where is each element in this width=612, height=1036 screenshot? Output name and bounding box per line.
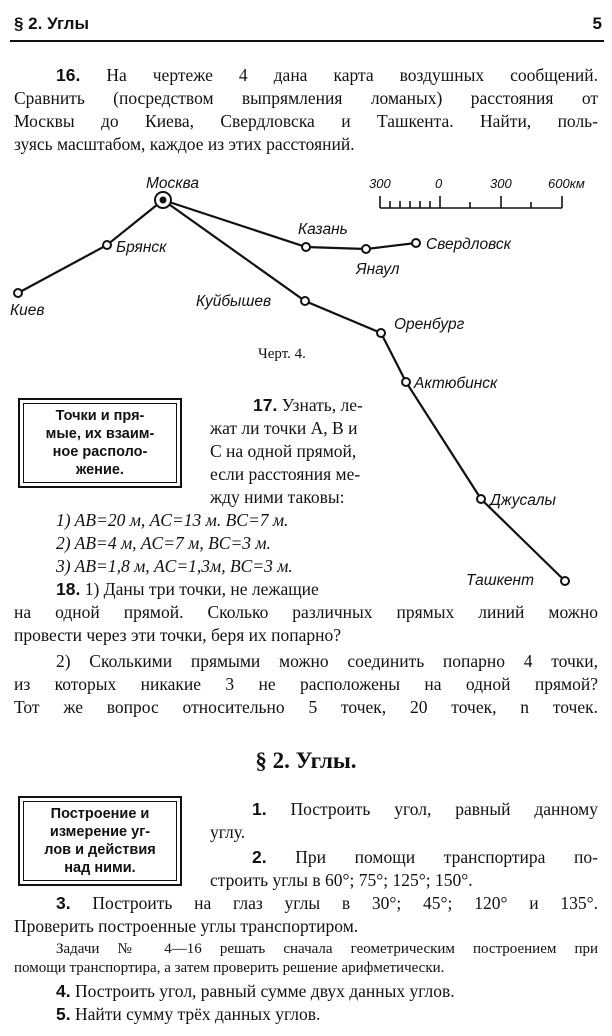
task5-text: Найти сумму трёх данных углов. [74, 1004, 321, 1024]
sidebox2-line-3: лов и действия [44, 842, 156, 858]
task2-number: 2. [252, 847, 267, 867]
task17-number: 17. [253, 395, 278, 415]
running-header-section: § 2. Углы [14, 14, 89, 33]
note-line-2: помощи транспортира, а затем проверить решение арифметически. [14, 960, 445, 976]
task17-line-4: если расстояния ме- [210, 464, 361, 484]
task4-text: Построить угол, равный сумме двух данных углов. [74, 981, 455, 1001]
scale-label-600km: 600км [548, 176, 585, 191]
sidebox1-line-4: жение. [76, 462, 124, 478]
task18-line-4: 2) Сколькими прямыми можно соединить попарно 4 точки, [56, 651, 598, 671]
task2-line-1 [252, 846, 598, 869]
scale-label-300-right: 300 [490, 176, 512, 191]
kuibyshev-marker [301, 297, 309, 305]
scale-label-0: 0 [435, 176, 443, 191]
sidebox2-line-4: над ними. [64, 860, 136, 876]
task2-text-1: При помощи транспортира по- [295, 847, 598, 867]
city-label-orenburg: Оренбург [394, 316, 465, 333]
city-label-sverdlovsk: Свердловск [426, 236, 511, 253]
task18-text-1: 1) Даны три точки, не лежащие [84, 579, 319, 599]
task1-line-1 [252, 798, 598, 821]
scale-label-300-left: 300 [369, 176, 391, 191]
sidebar-box-angles [18, 796, 182, 886]
page-number: 5 [592, 14, 602, 33]
sidebox1-line-3: ное располо- [52, 444, 148, 460]
orenburg-marker [377, 329, 385, 337]
task18-line-3: провести через эти точки, беря их попарно? [14, 625, 341, 645]
task17-line-2: жат ли точки A, B и [210, 418, 358, 438]
task16-line-2: Сравнить (посредством выпрямления ломаных) расстояния от [14, 88, 598, 108]
sidebox1-line-1: Точки и пря- [55, 408, 145, 424]
task16-line-4: зуясь масштабом, каждое из этих расстояний. [14, 134, 355, 154]
task3-text-1: Построить на глаз углы в 30°; 45°; 120° и 135°. [92, 893, 599, 913]
sidebox1-line-2: мые, их взаим- [45, 426, 155, 442]
yanaul-marker [362, 245, 370, 253]
city-label-bryansk: Брянск [116, 239, 167, 256]
city-label-dzhusaly: Джусалы [490, 492, 556, 509]
city-label-tashkent: Ташкент [466, 572, 534, 589]
map-scale-bar [380, 196, 562, 208]
task17-text-1: Узнать, ле- [281, 395, 363, 415]
task16-number: 16. [56, 65, 81, 85]
city-label-kazan: Казань [298, 221, 348, 238]
task1-text-1: Построить угол, равный данному [290, 799, 598, 819]
task16-line-3: Москвы до Киева, Свердловска и Ташкента. Найти, поль- [14, 111, 598, 131]
task3-number: 3. [56, 893, 71, 913]
sidebar-box-points-lines [18, 398, 182, 488]
sverdlovsk-marker [412, 239, 420, 247]
task18-line-5: из которых никакие 3 не расположены на одной прямой? [14, 674, 598, 694]
header-rule [10, 40, 604, 42]
task2-line-2: строить углы в 60°; 75°; 125°; 150°. [210, 870, 473, 890]
kazan-marker [302, 243, 310, 251]
task17-line-1 [253, 394, 363, 417]
aktyubinsk-marker [402, 378, 410, 386]
route-moscow-sverdlovsk [163, 200, 416, 249]
task18-line-6: Тот же вопрос относительно 5 точек, 20 точек, n точек. [14, 697, 598, 717]
task18-number: 18. [56, 579, 81, 599]
task16-line-1 [56, 64, 598, 87]
note-line-1: Задачи № 4—16 решать сначала геометрическим построением при [56, 941, 598, 957]
kiev-marker [14, 289, 22, 297]
task4-line [56, 980, 455, 1003]
city-label-aktyubinsk: Актюбинск [414, 375, 498, 392]
task18-line-2: на одной прямой. Сколько различных прямых линий можно [14, 602, 598, 622]
city-label-kuibyshev: Куйбышев [196, 293, 272, 310]
moscow-marker-core [160, 197, 167, 204]
task17-case-1: 1) AB=20 м, AC=13 м. BC=7 м. [56, 510, 289, 530]
bryansk-marker [103, 241, 111, 249]
task5-line [56, 1003, 320, 1026]
task17-case-3: 3) AB=1,8 м, AC=1,3м, BC=3 м. [56, 556, 293, 576]
sidebox2-line-1: Построение и [50, 806, 150, 822]
task5-number: 5. [56, 1004, 71, 1024]
task18-line-1 [56, 578, 319, 601]
task16-text-1: На чертеже 4 дана карта воздушных сообщений. [106, 65, 599, 85]
task17-line-3: C на одной прямой, [210, 441, 357, 461]
task17-line-5: жду ними таковы: [210, 487, 345, 507]
dzhusaly-marker [477, 495, 485, 503]
city-label-moscow: Москва [146, 175, 199, 192]
task1-number: 1. [252, 799, 267, 819]
city-label-kiev: Киев [10, 302, 45, 319]
figure-caption: Черт. 4. [258, 346, 306, 362]
section-title: § 2. Углы. [255, 748, 357, 773]
sidebox2-line-2: измерение уг- [49, 824, 151, 840]
city-label-yanaul: Янаул [356, 261, 400, 278]
task1-line-2: углу. [210, 822, 246, 842]
task3-line-1 [56, 892, 598, 915]
tashkent-marker [561, 577, 569, 585]
task3-line-2: Проверить построенные углы транспортиром. [14, 916, 359, 936]
task17-case-2: 2) AB=4 м, AC=7 м, BC=3 м. [56, 533, 271, 553]
task4-number: 4. [56, 981, 71, 1001]
